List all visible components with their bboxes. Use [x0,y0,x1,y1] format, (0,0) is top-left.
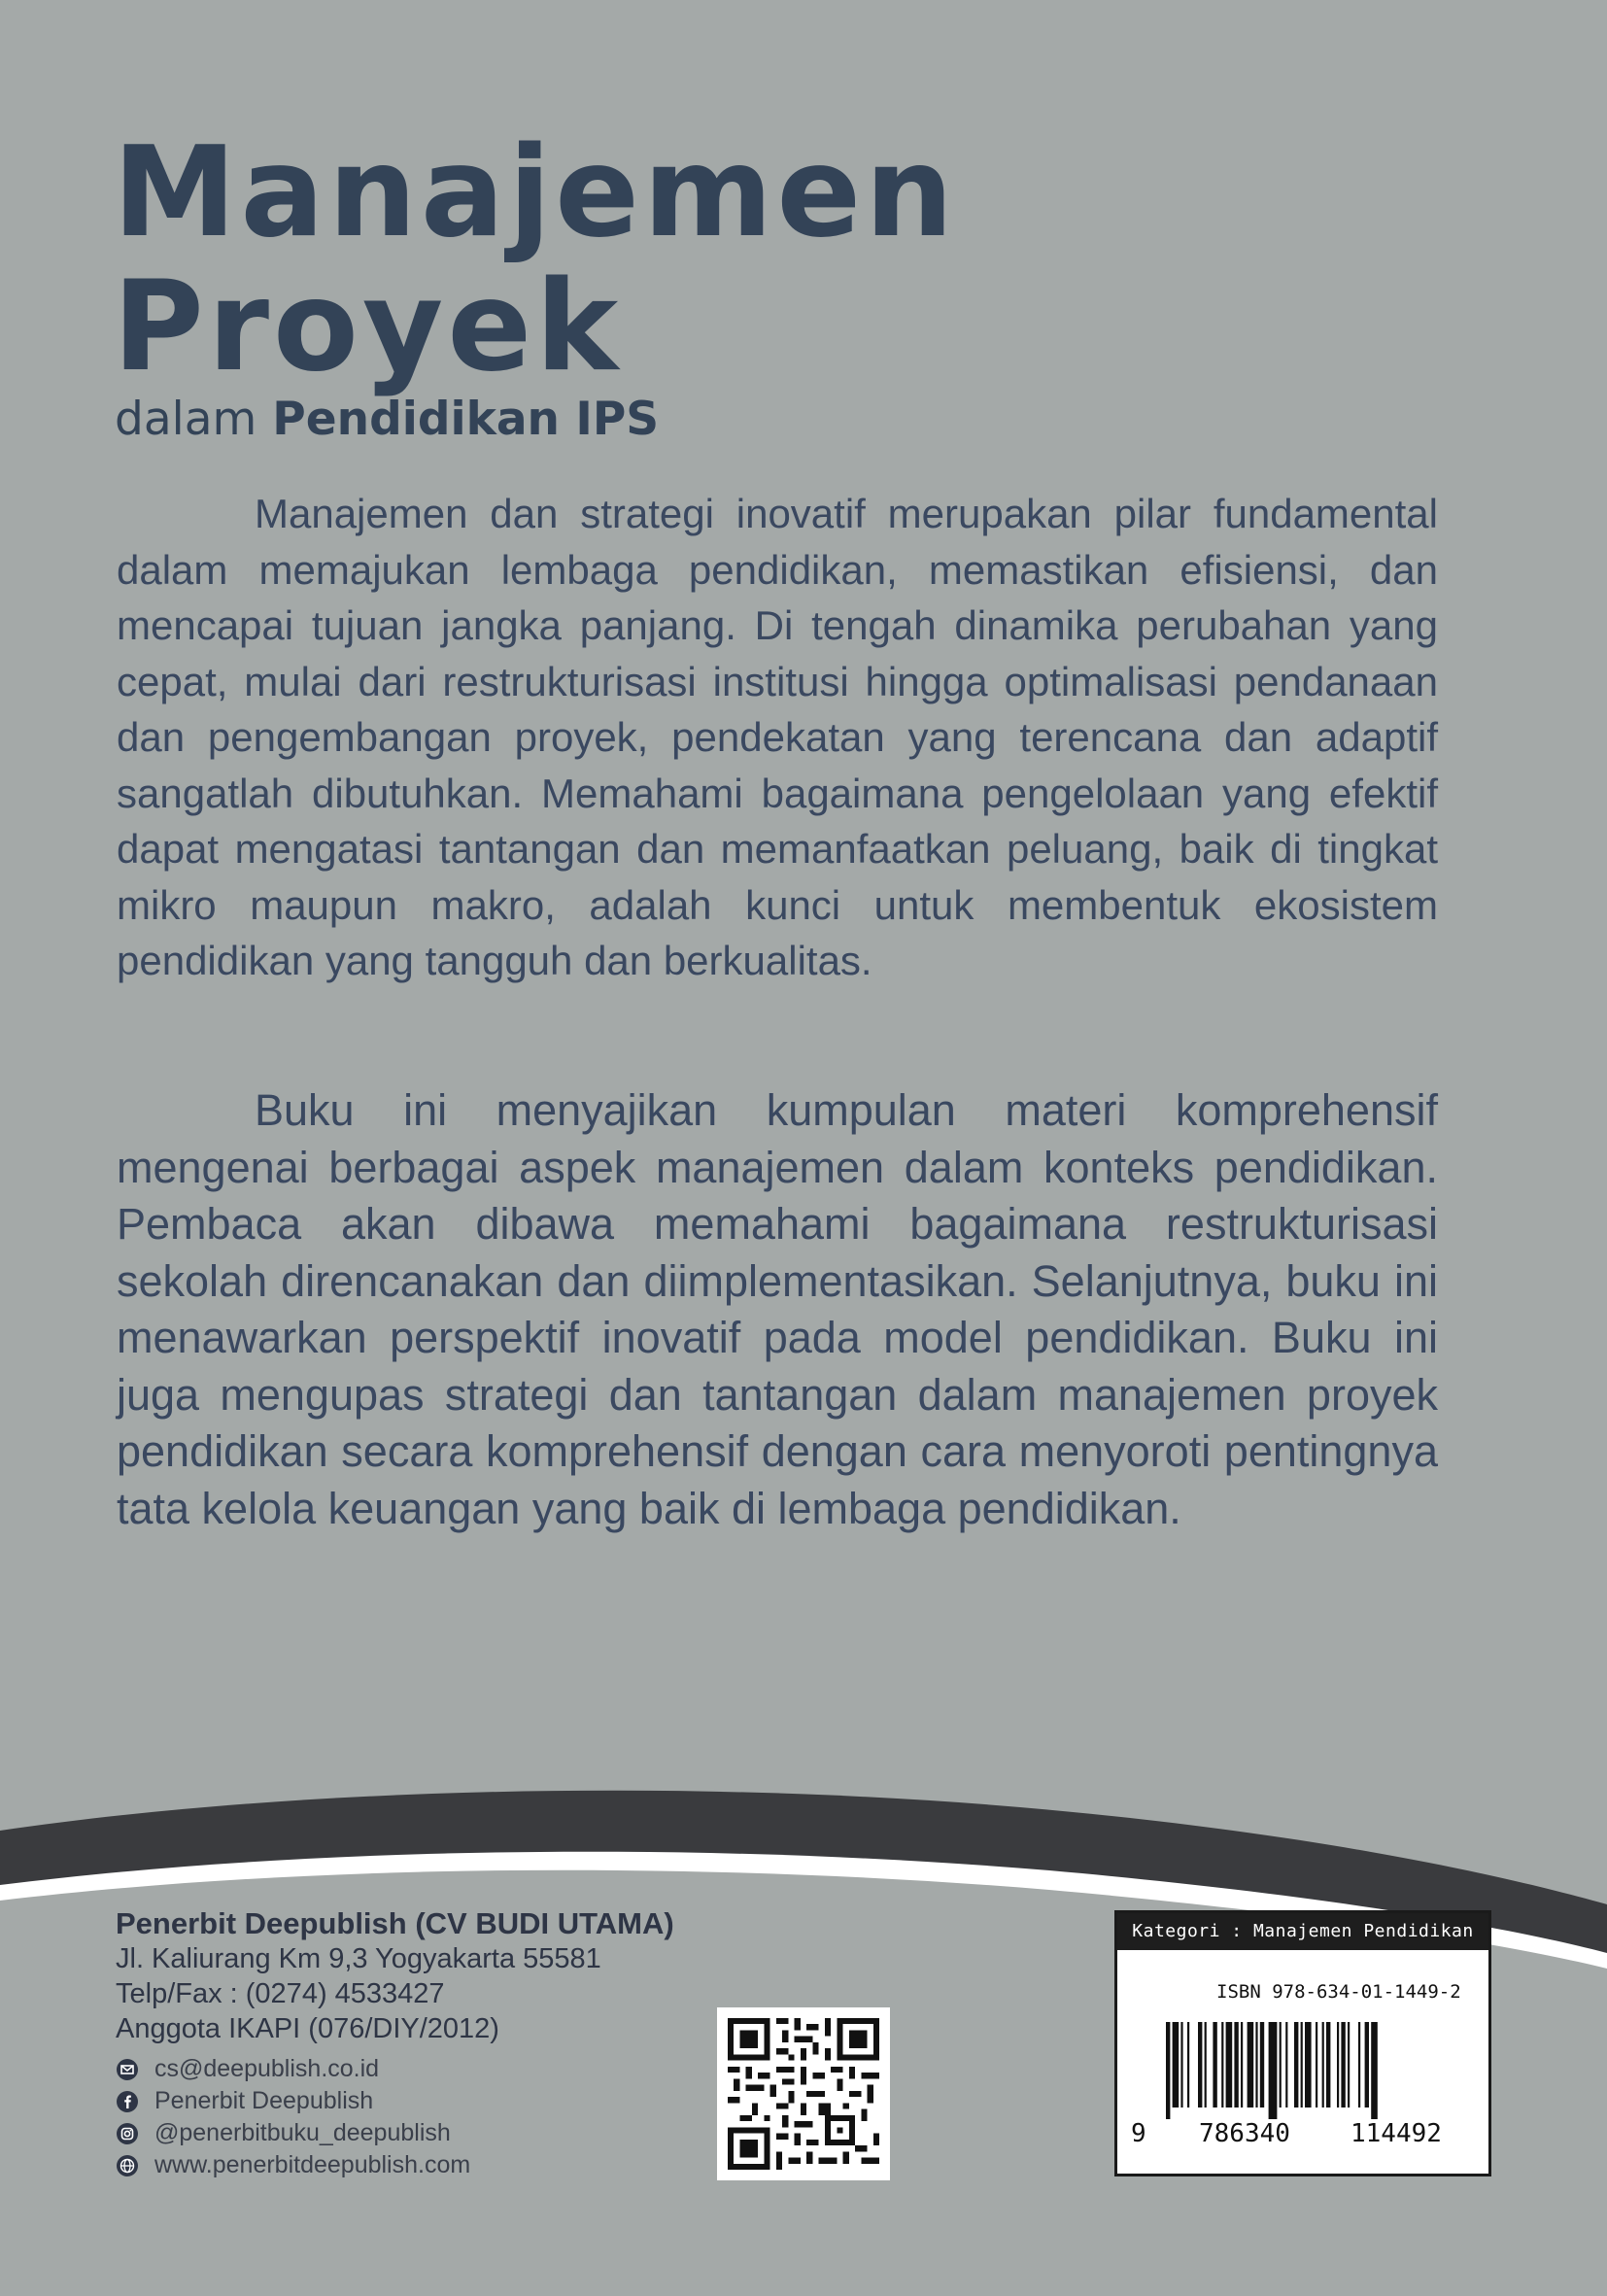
barcode [1166,2022,1448,2119]
barcode-bar [1226,2022,1233,2108]
book-subtitle [115,391,659,449]
barcode-bar [1180,2022,1182,2108]
facebook-icon [116,2090,139,2113]
barcode-bar [1365,2022,1369,2108]
globe-icon [116,2154,139,2177]
blurb-paragraph-1: Manajemen dan strategi inovatif merupakan pilar fundamental dalam memajukan lembaga pendidikan, memastikan efisiensi, dan mencapai tujuan jangka panjang. Di tengah dinamika perubahan yang cepat, mulai dari restrukturisasi institusi hingga optimalisasi pendanaan dan pengembangan proyek, pendekatan yang terencana dan adaptif sangatlah dibutuhkan. Memahami bagaimana pengelolaan yang efektif dapat mengatasi tantangan dan memanfaatkan peluang, baik di tingkat mikro maupun makro, adalah kunci untuk membentuk ekosistem pendidikan yang tangguh dan berkualitas. [117,491,1438,983]
publisher-address: Jl. Kaliurang Km 9,3 Yogyakarta 55581 [116,1943,601,1974]
barcode-bar [1301,2022,1303,2108]
contact-website-text: www.penerbitdeepublish.com [154,2151,471,2178]
contact-list [116,2053,470,2181]
barcode-bar [1280,2022,1282,2108]
contact-email [116,2053,470,2085]
contact-facebook-text: Penerbit Deepublish [154,2087,374,2114]
barcode-digits-right: 114492 [1351,2119,1442,2148]
contact-facebook [116,2085,470,2117]
publisher-info [116,1906,674,2046]
category-label: Kategori : Manajemen Pendidikan [1117,1913,1488,1950]
blurb-paragraph-2: Buku ini menyajikan kumpulan materi komprehensif mengenai berbagai aspek manajemen dalam konteks pendidikan. Pembaca akan dibawa memahami bagaimana restrukturisasi sekolah direncanakan dan diimplementasikan. Selanjutnya, buku ini menawarkan perspektif inovatif pada model pendidikan. Buku ini juga mengupas strategi dan tantangan dalam manajemen proyek pendidikan secara komprehensif dengan cara menyoroti pentingnya tata kelola keuangan yang baik di lembaga pendidikan. [117,1085,1438,1533]
barcode-bar [1326,2022,1330,2108]
barcode-bar [1213,2022,1216,2108]
barcode-bar [1269,2022,1278,2119]
contact-email-text: cs@deepublish.co.id [154,2055,380,2082]
instagram-icon [116,2122,139,2145]
contact-instagram-text: @penerbitbuku_deepublish [154,2119,451,2146]
barcode-bar [1187,2022,1189,2108]
contact-instagram [116,2117,470,2149]
qr-code [717,2007,890,2180]
barcode-bar [1285,2022,1287,2108]
isbn-barcode-box [1114,1910,1491,2176]
barcode-bar [1248,2022,1254,2108]
publisher-name: Penerbit Deepublish (CV BUDI UTAMA) [116,1906,674,1940]
barcode-bar [1358,2022,1360,2108]
barcode-bar [1305,2022,1312,2108]
barcode-bar [1255,2022,1257,2108]
barcode-digits-left: 786340 [1199,2119,1290,2148]
subtitle-prefix: dalam [115,393,257,446]
publisher-phone: Telp/Fax : (0274) 4533427 [116,1978,445,2009]
barcode-bar [1260,2022,1264,2108]
publisher-ikapi: Anggota IKAPI (076/DIY/2012) [116,2013,499,2044]
barcode-bar [1173,2022,1180,2108]
subtitle-main: Pendidikan IPS [272,393,660,446]
barcode-bar [1241,2022,1243,2108]
barcode-bar [1371,2022,1378,2119]
barcode-bar [1234,2022,1238,2108]
barcode-bar [1198,2022,1202,2108]
isbn-number: ISBN 978-634-01-1449-2 [1216,1981,1461,2003]
barcode-bar [1341,2022,1345,2108]
barcode-bar [1166,2022,1170,2119]
barcode-bar [1322,2022,1324,2108]
title-line-2: Proyek [113,255,623,399]
barcode-bar [1337,2022,1339,2108]
barcode-bar [1348,2022,1350,2108]
barcode-bar [1205,2022,1207,2108]
barcode-bar [1221,2022,1223,2108]
contact-website [116,2149,470,2181]
book-title [113,120,958,399]
title-line-1: Manajemen [113,120,958,265]
barcode-digit-first: 9 [1131,2119,1146,2148]
barcode-bar [1294,2022,1298,2108]
barcode-bar [1316,2022,1317,2108]
email-icon [116,2058,139,2081]
